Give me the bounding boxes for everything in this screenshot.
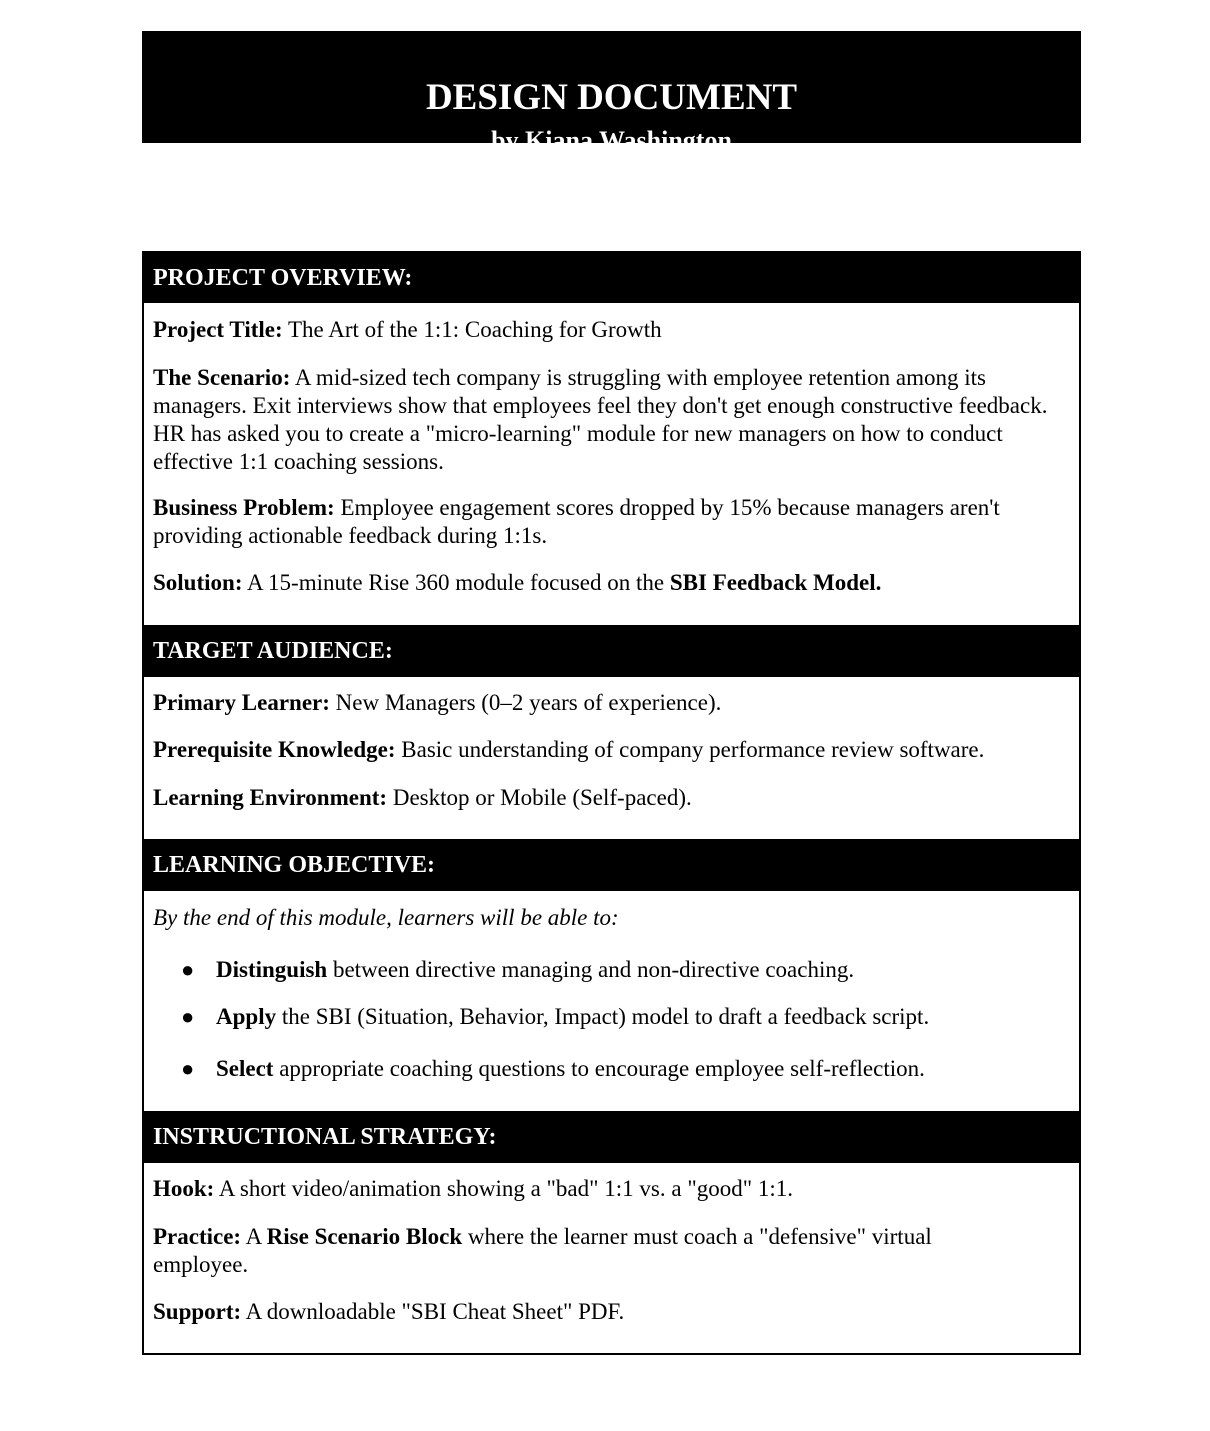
solution-value: A 15-minute Rise 360 module focused on the	[242, 570, 670, 595]
learning-environment-label: Learning Environment:	[153, 785, 388, 810]
solution-label: Solution:	[153, 570, 243, 595]
objective-item	[144, 956, 1070, 984]
support-value: A downloadable "SBI Cheat Sheet" PDF.	[241, 1299, 625, 1324]
project-title-label: Project Title:	[153, 317, 283, 342]
project-title-row	[153, 316, 1070, 344]
section-header-target-audience: TARGET AUDIENCE:	[144, 625, 1079, 677]
section-body-learning-objective	[144, 891, 1079, 1111]
document-title-banner	[142, 31, 1081, 155]
objective-intro: By the end of this module, learners will be able to:	[153, 905, 619, 930]
scenario-value: A mid-sized tech company is struggling with employee retention among its managers. Exit interviews show that employees feel they don't get enough constructive feedback. HR has asked you to create a "micro-learning" module for new managers on how to conduct effective 1:1 coaching sessions.	[153, 365, 1048, 474]
prerequisite-knowledge-label: Prerequisite Knowledge:	[153, 737, 396, 762]
primary-learner-label: Primary Learner:	[153, 690, 330, 715]
section-header-instructional-strategy: INSTRUCTIONAL STRATEGY:	[144, 1111, 1079, 1163]
objective-verb: Apply	[216, 1004, 277, 1029]
section-body-project-overview	[144, 303, 1079, 625]
project-title-value: The Art of the 1:1: Coaching for Growth	[282, 317, 662, 342]
business-problem-value: Employee engagement scores dropped by 15% because managers aren't providing actionable feedback during 1:1s.	[153, 495, 1000, 548]
section-body-target-audience	[144, 677, 1079, 839]
section-header-project-overview: PROJECT OVERVIEW:	[144, 253, 1079, 303]
hook-label: Hook:	[153, 1176, 215, 1201]
solution-model-name: SBI Feedback Model.	[669, 570, 882, 595]
primary-learner-value: New Managers (0–2 years of experience).	[329, 690, 722, 715]
practice-value-end: where the learner must coach a "defensive" virtual employee.	[153, 1224, 932, 1277]
objective-verb: Distinguish	[216, 957, 328, 982]
section-body-instructional-strategy	[144, 1163, 1079, 1353]
business-problem-label: Business Problem:	[153, 495, 335, 520]
support-label: Support:	[153, 1299, 242, 1324]
learning-environment-row	[153, 784, 1070, 812]
hook-value: A short video/animation showing a "bad" 1:1 vs. a "good" 1:1.	[214, 1176, 793, 1201]
document-title: DESIGN DOCUMENT	[425, 77, 798, 118]
solution-row	[153, 569, 1070, 597]
objective-item	[144, 1003, 1070, 1031]
prerequisite-knowledge-row	[153, 736, 1070, 764]
practice-value-start: A	[241, 1224, 267, 1249]
section-header-learning-objective: LEARNING OBJECTIVE:	[144, 839, 1079, 891]
business-problem-row	[153, 494, 1070, 550]
objective-text: appropriate coaching questions to encourage employee self-reflection.	[273, 1056, 925, 1081]
scenario-row	[153, 364, 1070, 476]
document-author: by Kiana Washington	[491, 126, 732, 155]
objective-text: the SBI (Situation, Behavior, Impact) model to draft a feedback script.	[276, 1004, 930, 1029]
practice-block-name: Rise Scenario Block	[266, 1224, 463, 1249]
scenario-label: The Scenario:	[153, 365, 291, 390]
primary-learner-row	[153, 689, 1070, 717]
design-document-table	[142, 251, 1081, 1355]
learning-environment-value: Desktop or Mobile (Self-paced).	[387, 785, 692, 810]
objective-item	[144, 1055, 1070, 1083]
practice-label: Practice:	[153, 1224, 242, 1249]
hook-row	[153, 1175, 1070, 1203]
objective-text: between directive managing and non-directive coaching.	[327, 957, 855, 982]
objective-verb: Select	[216, 1056, 274, 1081]
bullet-icon: ●	[181, 1004, 195, 1029]
bullet-icon: ●	[181, 1056, 195, 1081]
practice-row	[153, 1223, 979, 1279]
bullet-icon: ●	[181, 957, 195, 982]
prerequisite-knowledge-value: Basic understanding of company performance review software.	[395, 737, 985, 762]
support-row	[153, 1298, 1070, 1326]
